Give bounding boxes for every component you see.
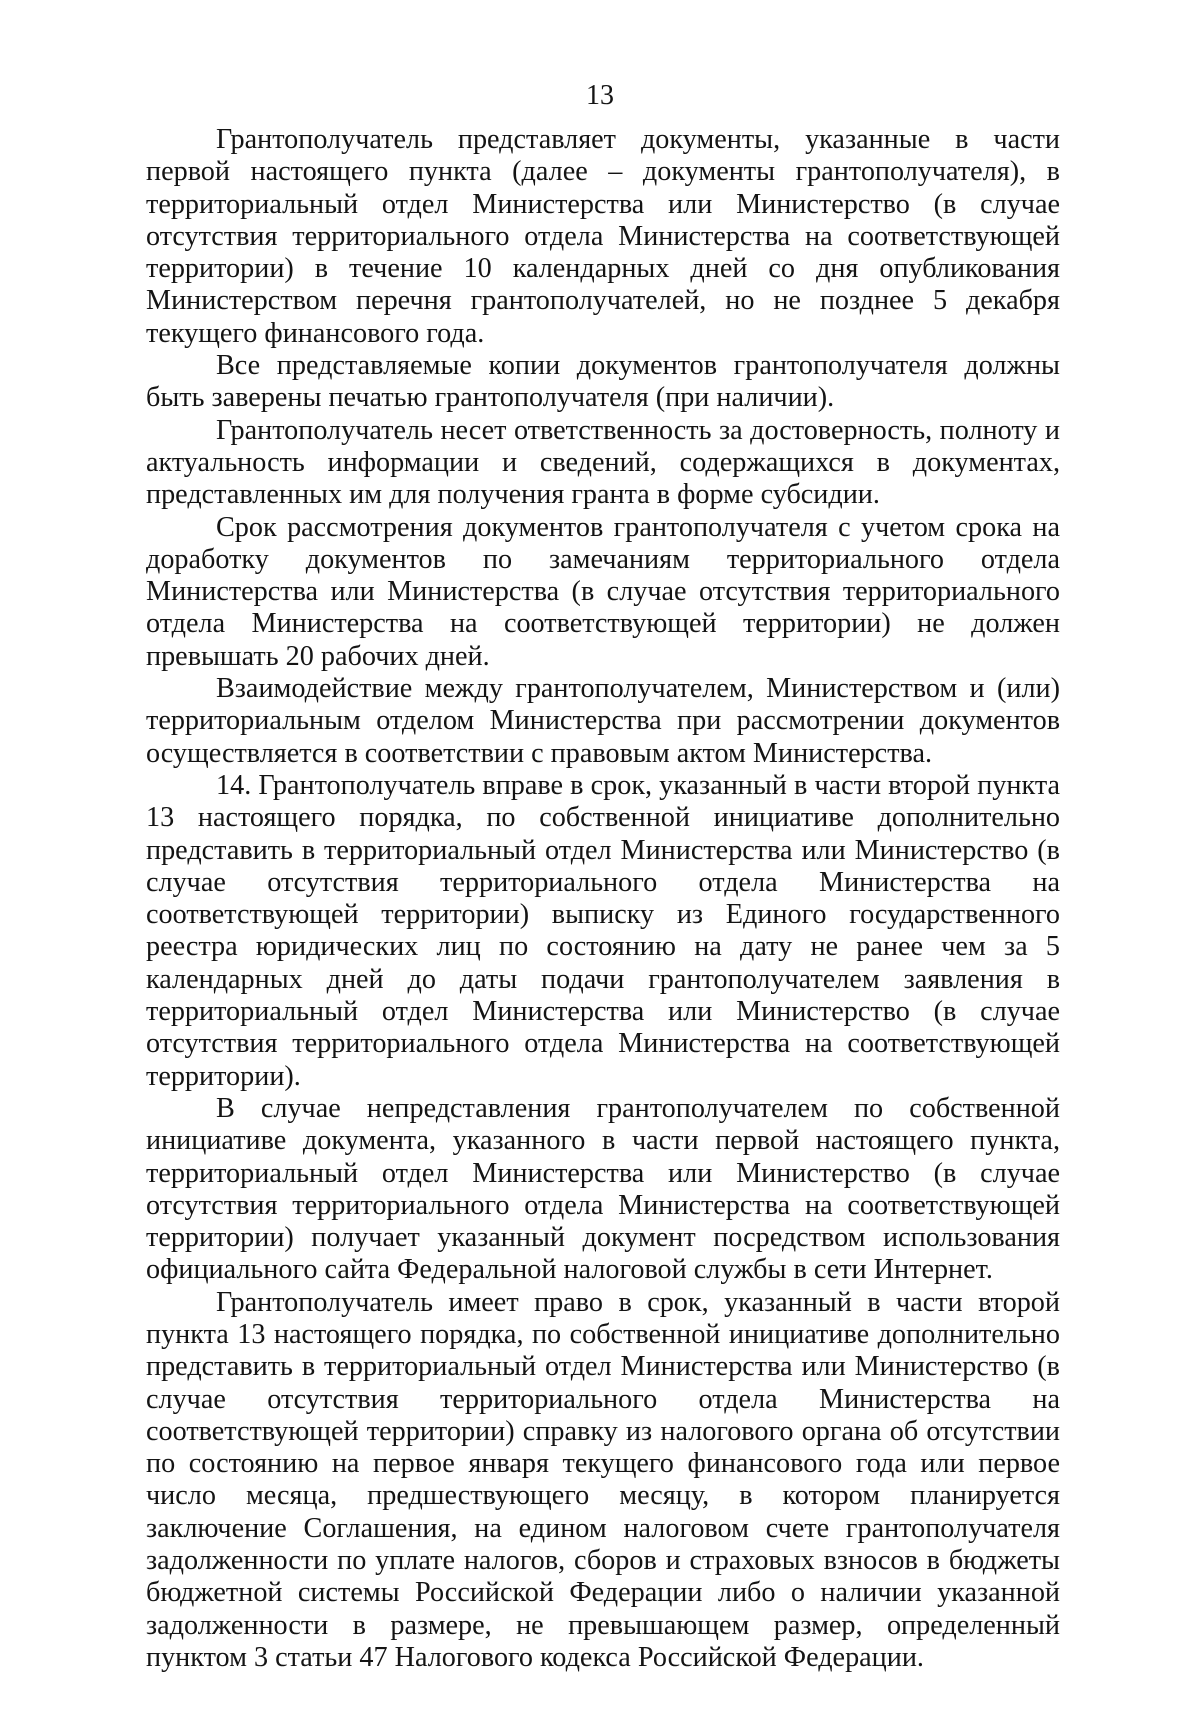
paragraph-certified-copies: Все представляемые копии документов грантополучателя должны быть заверены печатью грантополучателя (при наличии). bbox=[146, 350, 1060, 414]
paragraph-review-period: Срок рассмотрения документов грантополучателя с учетом срока на доработку документов по замечаниям территориального отдела Министерства или Министерства (в случае отсутствия территориального отдела Министерства на соответствующей территории) не должен превышать 20 рабочих дней. bbox=[146, 511, 1060, 672]
paragraph-tax-certificate: Грантополучатель имеет право в срок, указанный в части второй пункта 13 настоящего порядка, по собственной инициативе дополнительно представить в территориальный отдел Министерства или Министерство (в случае отсутствия территориального отдела Министерства на соответствующей территории) справку из налогового органа об отсутствии по состоянию на первое января текущего финансового года или первое число месяца, предшествующего месяцу, в котором планируется заключение Соглашения, на едином налоговом счете грантополучателя задолженности по уплате налогов, сборов и страховых взносов в бюджеты бюджетной системы Российской Федерации либо о наличии указанной задолженности в размере, не превышающем размер, определенный пунктом 3 статьи 47 Налогового кодекса Российской Федерации. bbox=[146, 1286, 1060, 1673]
page-number: 13 bbox=[586, 80, 614, 111]
document-body bbox=[146, 124, 1060, 1674]
paragraph-item-14: 14. Грантополучатель вправе в срок, указанный в части второй пункта 13 настоящего порядка, по собственной инициативе дополнительно представить в территориальный отдел Министерства или Министерство (в случае отсутствия территориального отдела Министерства на соответствующей территории) выписку из Единого государственного реестра юридических лиц по состоянию на дату не ранее чем за 5 календарных дней до даты подачи грантополучателем заявления в территориальный отдел Министерства или Министерство (в случае отсутствия территориального отдела Министерства на соответствующей территории). bbox=[146, 769, 1060, 1092]
paragraph-non-submission: В случае непредставления грантополучателем по собственной инициативе документа, указанного в части первой настоящего пункта, территориальный отдел Министерства или Министерство (в случае отсутствия территориального отдела Министерства на соответствующей территории) получает указанный документ посредством использования официального сайта Федеральной налоговой службы в сети Интернет. bbox=[146, 1092, 1060, 1286]
paragraph-interaction: Взаимодействие между грантополучателем, Министерством и (или) территориальным отделом Министерства при рассмотрении документов осуществляется в соответствии с правовым актом Министерства. bbox=[146, 673, 1060, 769]
paragraph-responsibility: Грантополучатель несет ответственность за достоверность, полноту и актуальность информации и сведений, содержащихся в документах, представленных им для получения гранта в форме субсидии. bbox=[146, 414, 1060, 511]
paragraph-submission-deadline: Грантополучатель представляет документы, указанные в части первой настоящего пункта (далее – документы грантополучателя), в территориальный отдел Министерства или Министерство (в случае отсутствия территориального отдела Министерства на соответствующей территории) в течение 10 календарных дней со дня опубликования Министерством перечня грантополучателей, но не позднее 5 декабря текущего финансового года. bbox=[146, 124, 1060, 349]
